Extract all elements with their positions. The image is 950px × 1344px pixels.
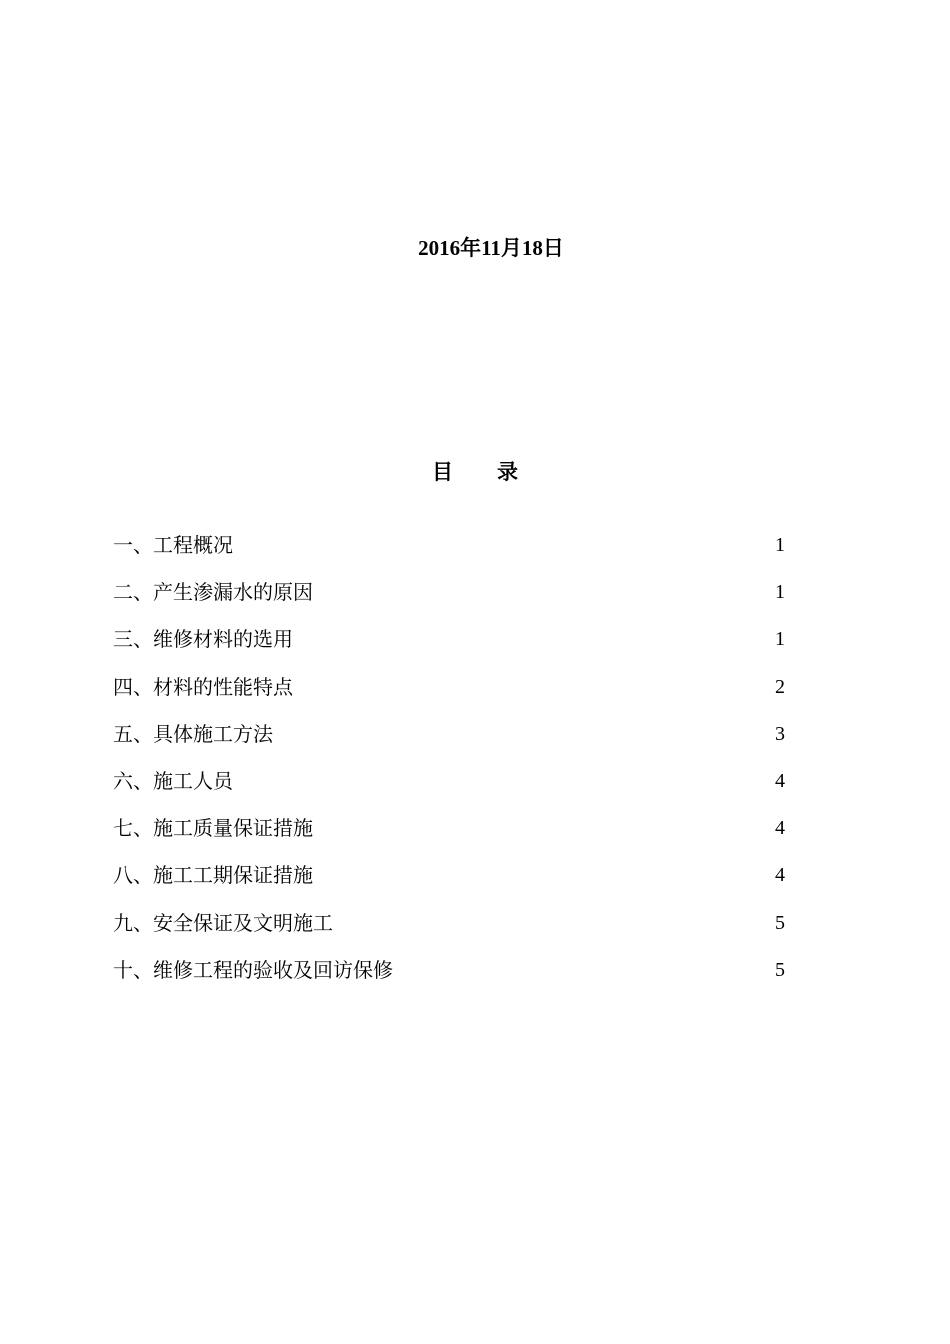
toc-title-right: 录 bbox=[497, 459, 518, 484]
toc-entry-page: 1 bbox=[775, 534, 785, 556]
toc-entry-label: 四、材料的性能特点 bbox=[113, 674, 293, 699]
toc-entry-label: 三、维修材料的选用 bbox=[113, 627, 293, 652]
toc-entry[interactable] bbox=[113, 907, 789, 954]
document-date: 2016年11月18日 bbox=[418, 236, 564, 260]
toc-entry[interactable] bbox=[113, 671, 789, 718]
toc-entry-label: 九、安全保证及文明施工 bbox=[113, 910, 333, 935]
toc-entry[interactable] bbox=[113, 576, 789, 623]
toc-entry-page: 4 bbox=[775, 817, 785, 840]
toc-entry-page: 4 bbox=[775, 864, 785, 887]
toc-entry[interactable] bbox=[113, 718, 789, 765]
toc-entry-label: 七、施工质量保证措施 bbox=[113, 816, 313, 841]
toc-entry[interactable] bbox=[113, 765, 789, 812]
toc-entry-page: 5 bbox=[775, 911, 785, 934]
toc-entry-label: 十、维修工程的验收及回访保修 bbox=[113, 957, 393, 982]
toc-entry[interactable] bbox=[113, 954, 789, 1001]
toc-entry[interactable] bbox=[113, 812, 789, 859]
toc-entry-page: 5 bbox=[775, 958, 785, 981]
toc-entry-label: 一、工程概况 bbox=[113, 533, 233, 557]
toc-entry[interactable] bbox=[113, 529, 789, 576]
toc-entry-label: 二、产生渗漏水的原因 bbox=[113, 580, 313, 605]
toc-entry-label: 五、具体施工方法 bbox=[113, 721, 273, 746]
toc-entry[interactable] bbox=[113, 859, 789, 906]
toc-title bbox=[0, 456, 950, 488]
toc-entry-label: 六、施工人员 bbox=[113, 768, 233, 793]
toc-entry-label: 八、施工工期保证措施 bbox=[113, 863, 313, 888]
toc-title-left: 目 bbox=[432, 459, 453, 484]
toc-entry-page: 1 bbox=[775, 581, 785, 604]
toc-entry-page: 3 bbox=[775, 722, 785, 745]
toc-entry-page: 4 bbox=[775, 769, 785, 792]
toc-entry-page: 2 bbox=[775, 675, 785, 698]
table-of-contents bbox=[113, 529, 789, 1001]
toc-entry[interactable] bbox=[113, 623, 789, 670]
toc-entry-page: 1 bbox=[775, 628, 785, 651]
